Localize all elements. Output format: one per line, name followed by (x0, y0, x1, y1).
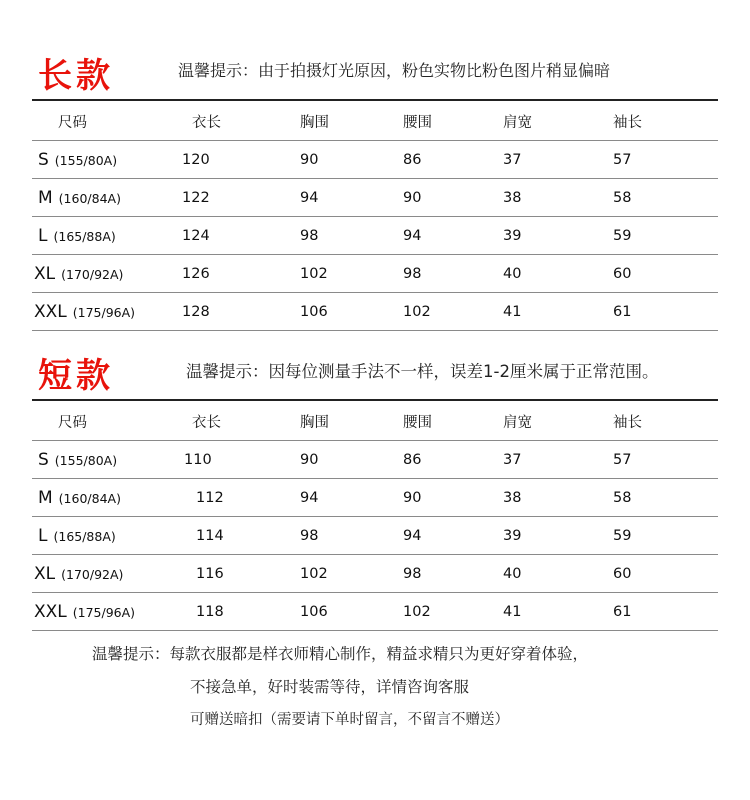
table-row (32, 179, 718, 217)
waist-cell: 86 (403, 141, 503, 179)
shoulder-cell: 39 (503, 217, 613, 255)
short-section-title: 短款 (38, 356, 114, 396)
shoulder-cell: 38 (503, 479, 613, 517)
table-row (32, 293, 718, 331)
sleeve-cell: 60 (613, 555, 718, 593)
size-label: S (38, 449, 49, 470)
table-header-row (32, 103, 718, 141)
size-spec: (160/84A) (58, 490, 121, 506)
size-spec: (165/88A) (53, 228, 116, 244)
short-size-table (32, 403, 718, 631)
header-size: 尺码 (32, 403, 182, 441)
length-cell: 124 (182, 217, 300, 255)
shoulder-cell: 40 (503, 555, 613, 593)
header-waist: 腰围 (403, 403, 503, 441)
shoulder-cell: 38 (503, 179, 613, 217)
header-sleeve: 袖长 (613, 103, 718, 141)
sleeve-cell: 58 (613, 479, 718, 517)
size-label: M (38, 487, 53, 508)
sleeve-cell: 57 (613, 141, 718, 179)
size-spec: (175/96A) (72, 604, 136, 620)
size-spec: (170/92A) (61, 566, 124, 582)
long-size-table (32, 103, 718, 331)
chest-cell: 94 (300, 179, 403, 217)
size-label: L (38, 525, 48, 546)
short-size-section (0, 340, 750, 622)
waist-cell: 90 (403, 179, 503, 217)
shoulder-cell: 37 (503, 141, 613, 179)
table-header-row (32, 403, 718, 441)
size-label: L (38, 225, 48, 246)
size-spec: (165/88A) (53, 528, 116, 544)
size-label: XXL (34, 301, 67, 322)
chest-cell: 102 (300, 255, 403, 293)
header-shoulder: 肩宽 (503, 403, 613, 441)
shoulder-cell: 40 (503, 255, 613, 293)
table-row (32, 141, 718, 179)
long-size-section (0, 40, 750, 322)
header-sleeve: 袖长 (613, 403, 718, 441)
size-spec: (155/80A) (54, 152, 118, 168)
size-cell (32, 441, 182, 479)
sleeve-cell: 58 (613, 179, 718, 217)
header-size: 尺码 (32, 103, 182, 141)
sleeve-cell: 57 (613, 441, 718, 479)
sleeve-cell: 61 (613, 593, 718, 631)
length-cell: 110 (182, 441, 300, 479)
size-label: XL (34, 563, 56, 584)
waist-cell: 98 (403, 555, 503, 593)
length-cell: 114 (182, 517, 300, 555)
long-section-tip: 温馨提示：由于拍摄灯光原因，粉色实物比粉色图片稍显偏暗 (178, 61, 611, 80)
short-section-header (0, 340, 750, 400)
sleeve-cell: 60 (613, 255, 718, 293)
header-chest: 胸围 (300, 103, 403, 141)
size-cell (32, 555, 182, 593)
size-cell (32, 179, 182, 217)
header-waist: 腰围 (403, 103, 503, 141)
size-cell (32, 255, 182, 293)
long-section-title: 长款 (38, 56, 114, 96)
waist-cell: 102 (403, 293, 503, 331)
shoulder-cell: 41 (503, 593, 613, 631)
header-shoulder: 肩宽 (503, 103, 613, 141)
size-spec: (170/92A) (61, 266, 124, 282)
chest-cell: 102 (300, 555, 403, 593)
table-row (32, 441, 718, 479)
length-cell: 112 (182, 479, 300, 517)
size-spec: (175/96A) (72, 304, 136, 320)
table-row (32, 593, 718, 631)
short-section-tip: 温馨提示：因每位测量手法不一样，误差1-2厘米属于正常范围。 (186, 362, 659, 381)
chest-cell: 90 (300, 141, 403, 179)
footer-tip-line-2: 不接急单，好时装需等待，详情咨询客服 (190, 678, 470, 696)
shoulder-cell: 39 (503, 517, 613, 555)
length-cell: 126 (182, 255, 300, 293)
short-header-rule (32, 399, 718, 401)
size-label: M (38, 187, 53, 208)
sleeve-cell: 59 (613, 517, 718, 555)
waist-cell: 94 (403, 517, 503, 555)
table-row (32, 555, 718, 593)
size-label: XXL (34, 601, 67, 622)
size-cell (32, 217, 182, 255)
footer-tip-line-3: 可赠送暗扣（需要请下单时留言，不留言不赠送） (190, 712, 509, 728)
footer-tip-line-1: 温馨提示：每款衣服都是样衣师精心制作，精益求精只为更好穿着体验， (92, 645, 589, 663)
chest-cell: 98 (300, 517, 403, 555)
table-row (32, 217, 718, 255)
long-section-header (0, 40, 750, 100)
size-spec: (160/84A) (58, 190, 121, 206)
chest-cell: 94 (300, 479, 403, 517)
header-length: 衣长 (182, 403, 300, 441)
size-label: XL (34, 263, 56, 284)
size-cell (32, 593, 182, 631)
size-spec: (155/80A) (54, 452, 118, 468)
size-cell (32, 479, 182, 517)
chest-cell: 98 (300, 217, 403, 255)
shoulder-cell: 41 (503, 293, 613, 331)
length-cell: 118 (182, 593, 300, 631)
size-label: S (38, 149, 49, 170)
waist-cell: 102 (403, 593, 503, 631)
long-header-rule (32, 99, 718, 101)
shoulder-cell: 37 (503, 441, 613, 479)
table-row (32, 479, 718, 517)
header-chest: 胸围 (300, 403, 403, 441)
length-cell: 128 (182, 293, 300, 331)
waist-cell: 86 (403, 441, 503, 479)
waist-cell: 94 (403, 217, 503, 255)
waist-cell: 98 (403, 255, 503, 293)
table-row (32, 517, 718, 555)
size-cell (32, 517, 182, 555)
length-cell: 120 (182, 141, 300, 179)
table-row (32, 255, 718, 293)
chest-cell: 106 (300, 593, 403, 631)
length-cell: 122 (182, 179, 300, 217)
sleeve-cell: 61 (613, 293, 718, 331)
size-cell (32, 141, 182, 179)
size-cell (32, 293, 182, 331)
sleeve-cell: 59 (613, 217, 718, 255)
length-cell: 116 (182, 555, 300, 593)
header-length: 衣长 (182, 103, 300, 141)
chest-cell: 90 (300, 441, 403, 479)
chest-cell: 106 (300, 293, 403, 331)
waist-cell: 90 (403, 479, 503, 517)
